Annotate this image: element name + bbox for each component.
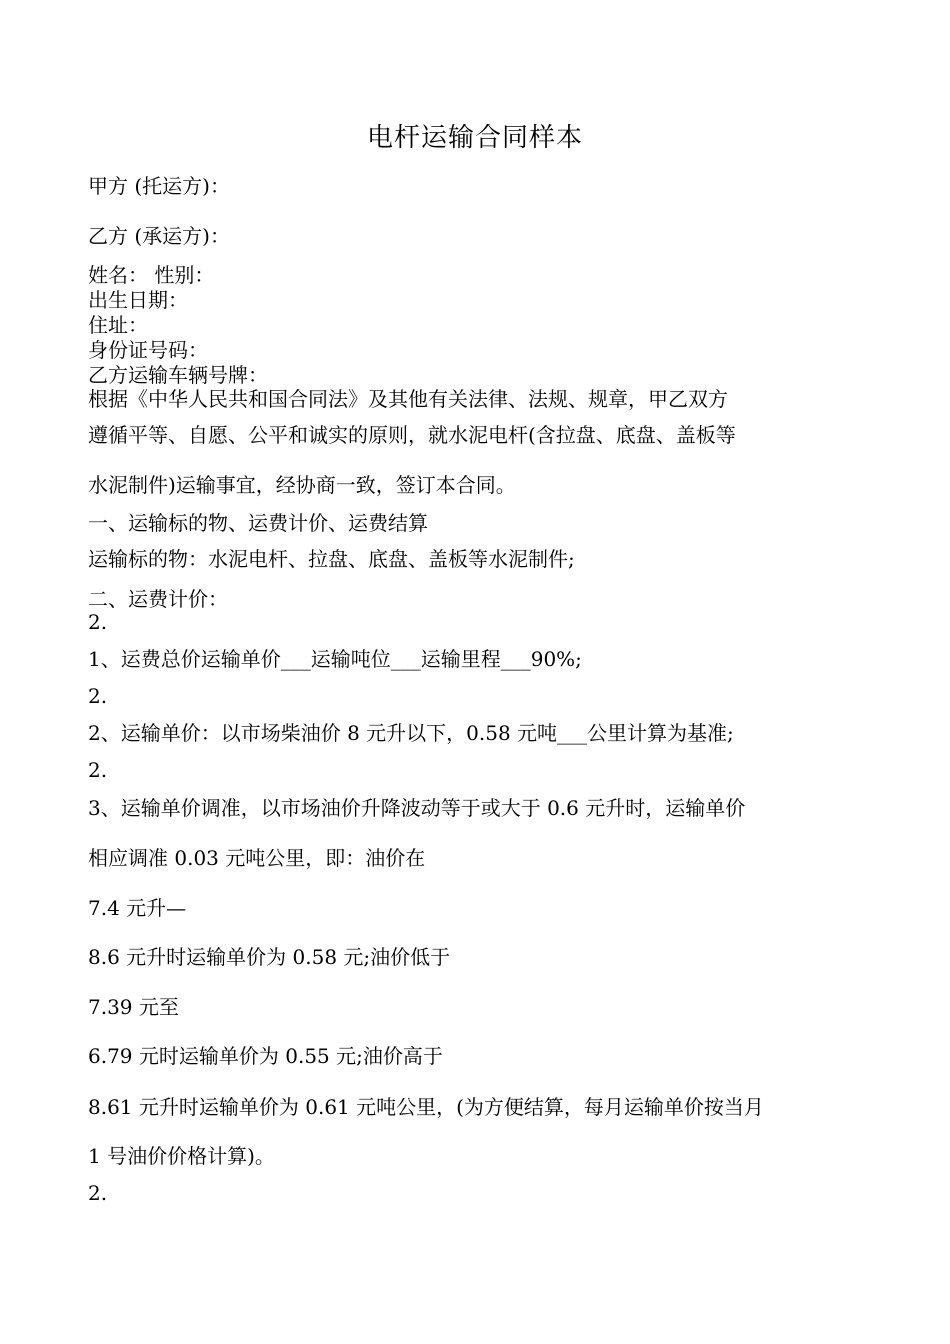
paragraph-line: 水泥制件)运输事宜，经协商一致，签订本合同。 xyxy=(88,473,516,497)
party-a-line: 甲方 (托运方)： xyxy=(88,174,230,198)
address-line: 住址： xyxy=(88,313,148,337)
clause-number: 2. xyxy=(88,610,108,634)
id-number-line: 身份证号码： xyxy=(88,338,208,362)
paragraph-line: 运输标的物：水泥电杆、拉盘、底盘、盖板等水泥制件; xyxy=(88,547,575,571)
paragraph-line: 相应调准 0.03 元吨公里，即：油价在 xyxy=(88,846,426,870)
paragraph-line: 7.39 元至 xyxy=(88,995,179,1019)
clause-number: 2. xyxy=(88,684,108,708)
birthdate-line: 出生日期： xyxy=(88,288,188,312)
name-gender-line: 姓名： 性别： xyxy=(88,263,215,287)
paragraph-line: 根据《中华人民共和国合同法》及其他有关法律、法规、规章，甲乙双方 xyxy=(88,387,728,411)
paragraph-line: 8.6 元升时运输单价为 0.58 元;油价低于 xyxy=(88,945,451,969)
section-heading: 二、运费计价： xyxy=(88,587,228,611)
section-heading: 一、运输标的物、运费计价、运费结算 xyxy=(88,511,428,535)
clause-number: 2. xyxy=(88,758,108,782)
paragraph-line: 7.4 元升— xyxy=(88,896,187,920)
party-b-line: 乙方 (承运方)： xyxy=(88,224,230,248)
vehicle-plate-line: 乙方运输车辆号牌： xyxy=(88,363,268,387)
paragraph-line: 遵循平等、自愿、公平和诚实的原则，就水泥电杆(含拉盘、底盘、盖板等 xyxy=(88,423,736,447)
clause-number: 2. xyxy=(88,1181,108,1205)
paragraph-line: 2、运输单价：以市场柴油价 8 元升以下，0.58 元吨___公里计算为基准; xyxy=(88,721,734,745)
paragraph-line: 1 号油价价格计算)。 xyxy=(88,1144,275,1168)
paragraph-line: 1、运费总价运输单价___运输吨位___运输里程___90%; xyxy=(88,647,582,671)
paragraph-line: 8.61 元升时运输单价为 0.61 元吨公里，(为方便结算，每月运输单价按当月 xyxy=(88,1095,764,1119)
paragraph-line: 6.79 元时运输单价为 0.55 元;油价高于 xyxy=(88,1044,443,1068)
document-title: 电杆运输合同样本 xyxy=(366,123,583,153)
paragraph-line: 3、运输单价调准，以市场油价升降波动等于或大于 0.6 元升时，运输单价 xyxy=(88,796,746,820)
